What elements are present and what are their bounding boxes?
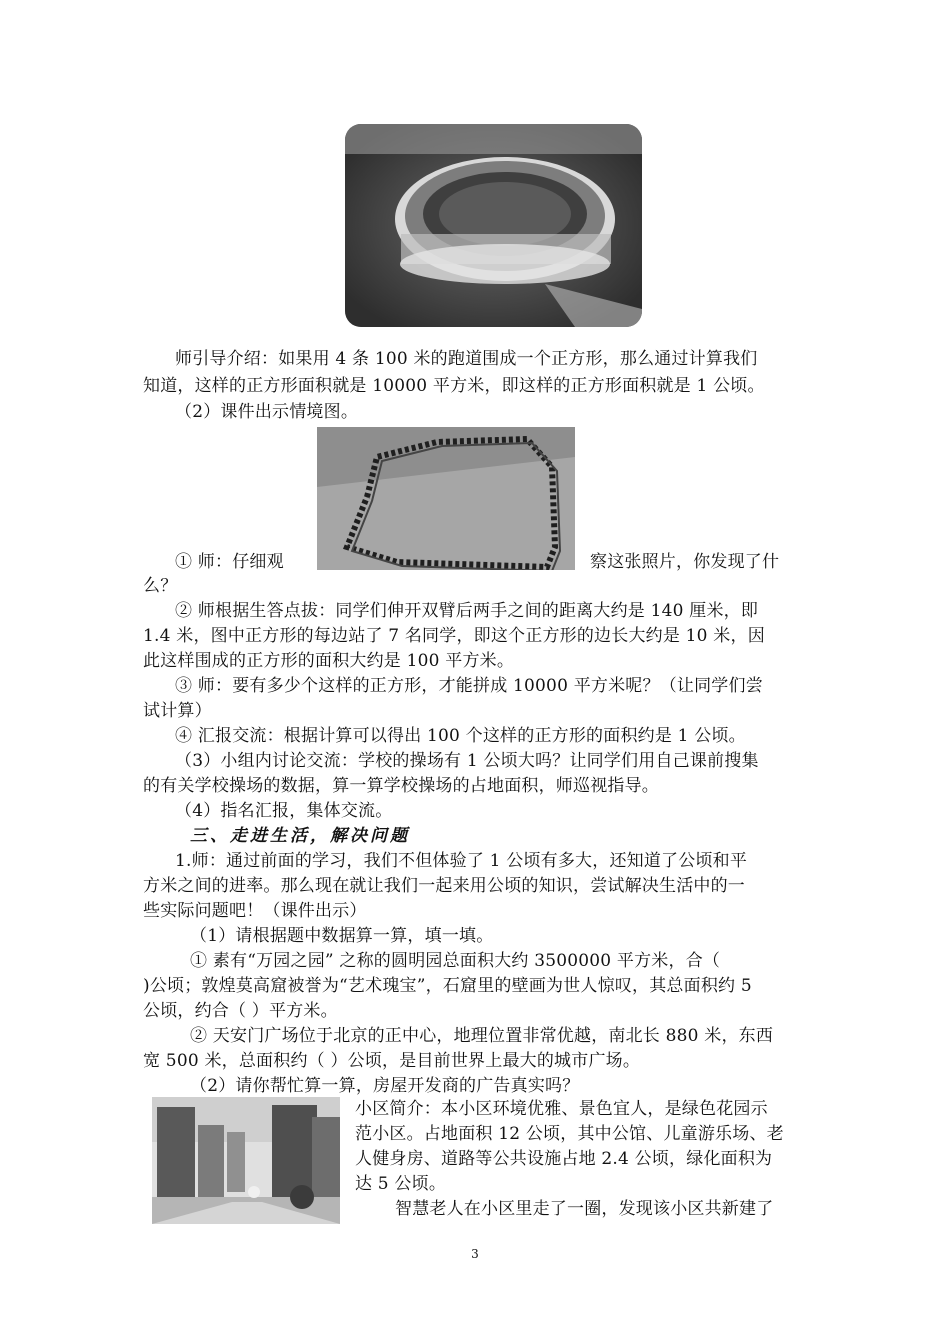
students-square-photo [317,427,575,570]
paragraph-line: （3）小组内讨论交流：学校的操场有 1 公顷大吗？让同学们用自己课前搜集 [175,751,759,771]
paragraph-line: 方米之间的进率。那么现在就让我们一起来用公顷的知识，尝试解决生活中的一 [143,876,745,896]
paragraph-line: 小区简介：本小区环境优雅、景色宜人，是绿色花园示 [355,1099,768,1119]
paragraph-line: （1）请根据题中数据算一算，填一填。 [190,926,494,946]
paragraph-line: 的有关学校操场的数据，算一算学校操场的占地面积，师巡视指导。 [143,776,659,796]
stadium-aerial-photo [345,124,642,327]
stadium-illustration [345,124,642,327]
paragraph-line: 些实际问题吧！（课件出示） [143,901,367,921]
paragraph-line: ④ 汇报交流：根据计算可以得出 100 个这样的正方形的面积约是 1 公顷。 [175,726,746,746]
paragraph-line: ① 师：仔细观 [175,552,284,572]
students-square-illustration [317,427,575,570]
paragraph-line: （2）请你帮忙算一算，房屋开发商的广告真实吗？ [190,1076,580,1096]
paragraph-line: ② 师根据生答点拔：同学们伸开双臂后两手之间的距离大约是 140 厘米，即 [175,601,759,621]
paragraph-line: 么？ [143,576,178,596]
paragraph-line: 知道，这样的正方形面积就是 10000 平方米，即这样的正方形面积就是 1 公顷。 [143,376,765,396]
section-heading: 三、走进生活，解决问题 [190,826,410,846]
paragraph-line: （4）指名汇报，集体交流。 [175,801,393,821]
paragraph-line: （2）课件出示情境图。 [175,402,359,422]
paragraph-line: 智慧老人在小区里走了一圈，发现该小区共新建了 [395,1199,774,1219]
paragraph-line: ② 天安门广场位于北京的正中心，地理位置非常优越，南北长 880 米，东西 [190,1026,774,1046]
paragraph-line: 达 5 公顷。 [355,1174,447,1194]
page-number: 3 [471,1247,479,1261]
paragraph-line: 此这样围成的正方形的面积大约是 100 平方米。 [143,651,515,671]
paragraph-line: ③ 师：要有多少个这样的正方形，才能拼成 10000 平方米呢？（让同学们尝 [175,676,763,696]
residential-illustration [152,1097,340,1224]
paragraph-line: 人健身房、道路等公共设施占地 2.4 公顷，绿化面积为 [355,1149,773,1169]
paragraph-line: 范小区。占地面积 12 公顷，其中公馆、儿童游乐场、老 [355,1124,784,1144]
paragraph-line: 察这张照片，你发现了什 [590,552,780,572]
paragraph-line: )公顷；敦煌莫高窟被誉为“艺术瑰宝”，石窟里的壁画为世人惊叹，其总面积约 5 [143,976,752,996]
residential-buildings-photo [152,1097,340,1224]
paragraph-line: 1.师：通过前面的学习，我们不但体验了 1 公顷有多大，还知道了公顷和平 [175,851,748,871]
paragraph-line: 公顷，约合（ ）平方米。 [143,1001,338,1021]
paragraph-line: 试计算） [143,701,212,721]
paragraph-line: 宽 500 米，总面积约（ ）公顷，是目前世界上最大的城市广场。 [143,1051,641,1071]
paragraph-line: 师引导介绍：如果用 4 条 100 米的跑道围成一个正方形，那么通过计算我们 [175,349,758,369]
paragraph-line: ① 素有“万园之园” 之称的圆明园总面积大约 3500000 平方米，合（ [190,951,721,971]
paragraph-line: 1.4 米，图中正方形的每边站了 7 名同学，即这个正方形的边长大约是 10 米，因 [143,626,765,646]
